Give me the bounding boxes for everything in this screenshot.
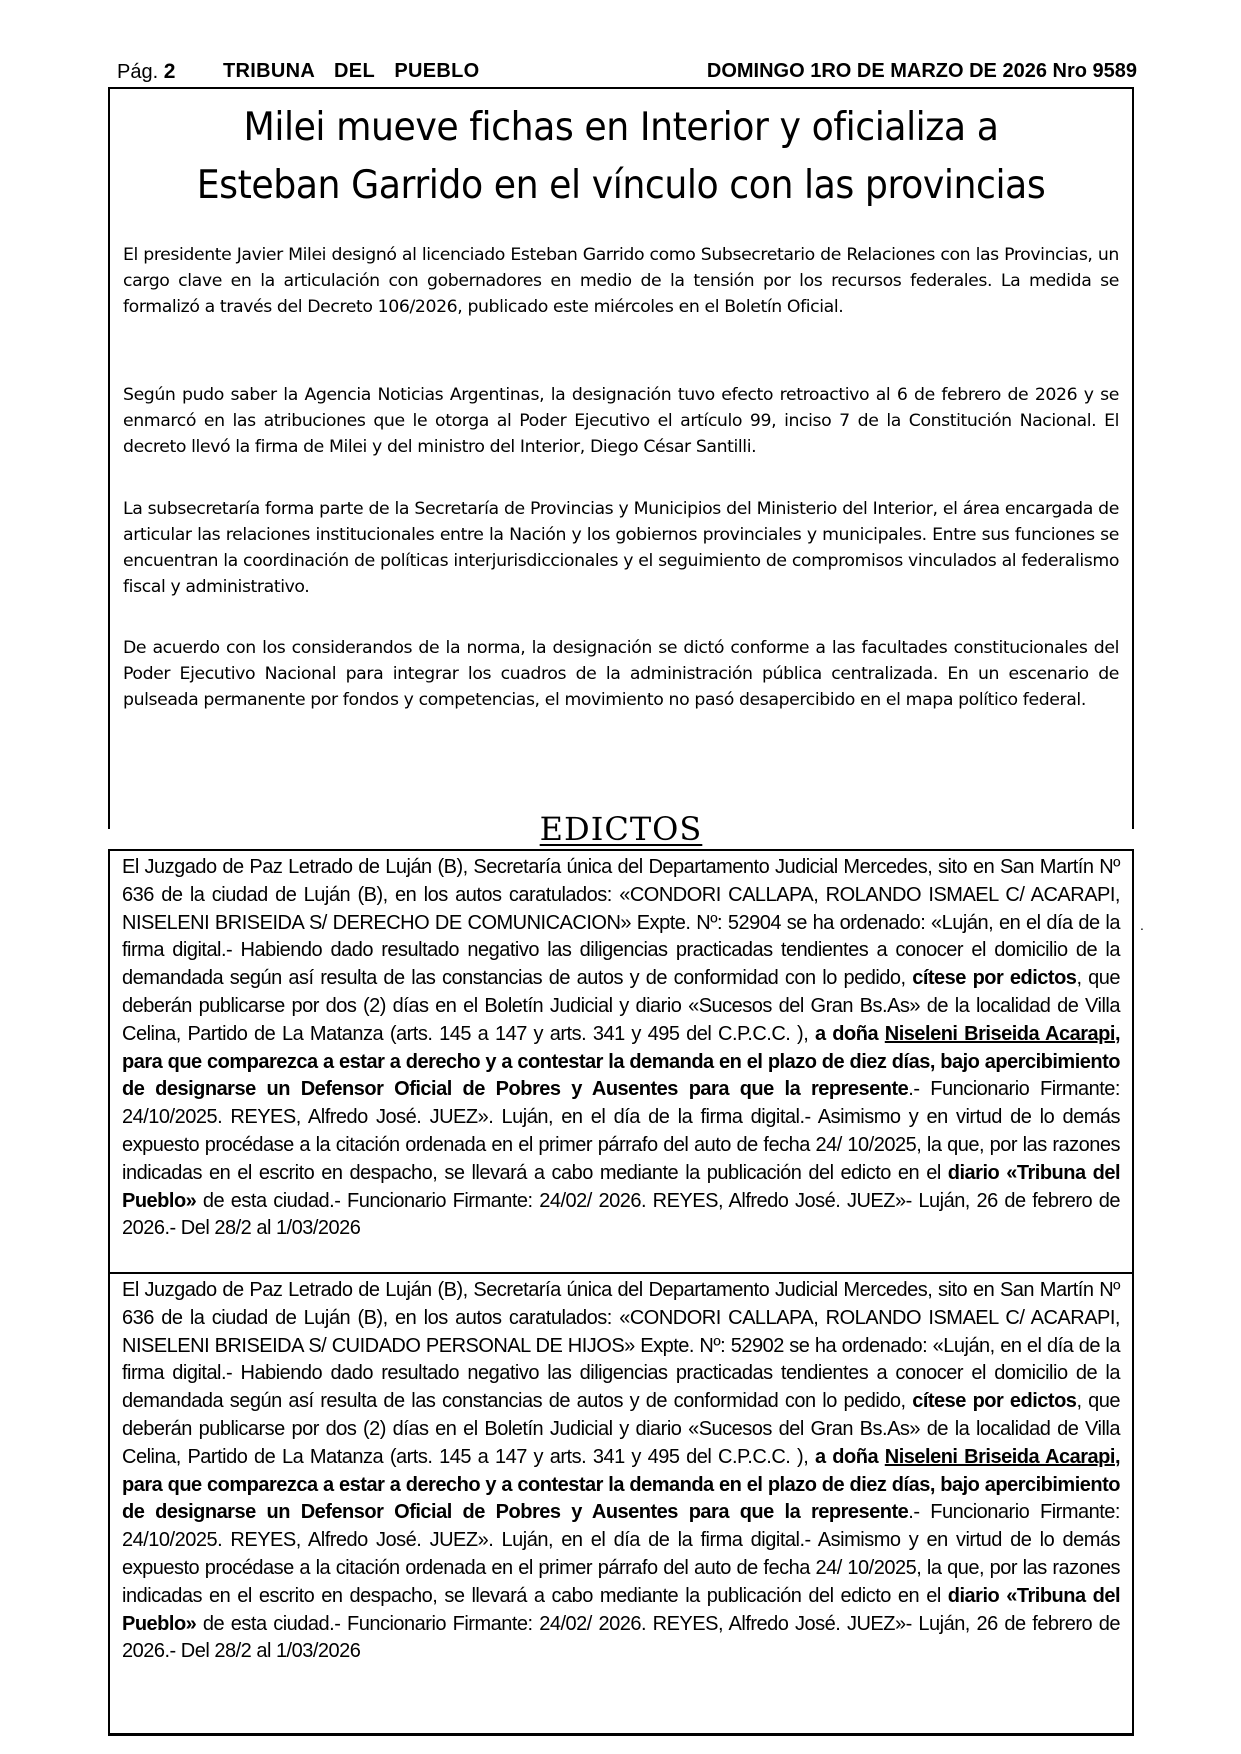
edicto-notice [108,849,1134,1273]
news-article [108,87,1134,829]
edicto-notice [108,1273,1134,1736]
stray-mark: . [1140,917,1144,933]
section-title-edictos [108,810,1134,848]
edicto-newspaper-bold: diario «Tribuna del Pueblo» [122,1584,1121,1635]
edicto-text: , que deberán publicarse por dos (2) días en el Boletín Judicial y diario «Sucesos del Gran Bs.As» de la localidad de Villa Celina, Partido de La Matanza (arts. 145 a 147 y arts. 341 y 495 del C.P.C.C. ), [122,967,1120,1045]
article-paragraph: De acuerdo con los considerandos de la norma, la designación se dictó conforme a las facultades constitucionales del Poder Ejecutivo Nacional para integrar los cuadros de la administración pública centralizada. En un escenario de pulseada permanente por fondos y competencias, el movimiento no pasó desapercibido en el mapa político federal. [123,638,1119,710]
issue-date: DOMINGO 1RO DE MARZO DE 2026 Nro 9589 [706,60,1137,82]
edicto-cite-bold: cítese por edictos [912,967,1077,990]
edicto-text: .- Funcionario Firmante: 24/10/2025. REYES, Alfredo José. JUEZ». Luján, en el día de la firma digital.- Asimismo y en virtud de lo demás expuesto procédase a la citación ordenada en el primer párrafo del auto de fecha 24/ 10/2025, la que, por las razones indicadas en el escrito en despacho, se llevará a cabo mediante la publicación del edicto en el [122,1078,1120,1184]
edicto-newspaper-bold: diario «Tribuna del Pueblo» [122,1161,1121,1212]
edicto-intro: El Juzgado de Paz Letrado de Luján (B), Secretaría única del Departamento Judicial Mercedes, sito en San Martín Nº 636 de la ciudad de Luján (B), en los autos caratulados: «CONDORI CALLAPA, ROLANDO ISMAEL C/ ACARAPI, NISELENI BRISEIDA S/ CUIDADO PERSONAL DE HIJOS» Expte. Nº: 52902 se ha ordenado: «Luján, en el día de la firma digital.- Habiendo dado resultado negativo las diligencias practicadas tendientes a conocer el domicilio de la demandada según así resulta de las constancias de autos y de conformidad con lo pedido, [122,1279,1120,1413]
edicto-bold-text: , para que comparezca a estar a derecho y a contestar la demanda en el plazo de diez días, bajo apercibimiento de designarse un Defensor Oficial de Pobres y Ausentes para que la represente [122,1445,1120,1524]
edicto-text: .- Funcionario Firmante: 24/10/2025. REYES, Alfredo José. JUEZ». Luján, en el día de la firma digital.- Asimismo y en virtud de lo demás expuesto procédase a la citación ordenada en el primer párrafo del auto de fecha 24/ 10/2025, la que, por las razones indicadas en el escrito en despacho, se llevará a cabo mediante la publicación del edicto en el [122,1501,1120,1607]
edicto-closing: de esta ciudad.- Funcionario Firmante: 24/02/ 2026. REYES, Alfredo José. JUEZ»- Luján, 26 de febrero de 2026.- Del 28/2 al 1/03/2026 [122,1189,1120,1240]
edicto-defendant-name: Niseleni Briseida Acarapi [884,1022,1115,1045]
article-headline [146,99,1096,215]
edicto-bold-text: a doña [814,1445,885,1468]
edicto-defendant-name: Niseleni Briseida Acarapi [884,1445,1115,1468]
article-paragraph: La subsecretaría forma parte de la Secretaría de Provincias y Municipios del Ministerio del Interior, el área encargada de articular las relaciones institucionales entre la Nación y los gobiernos provinciales y municipales. Entre sus funciones se encuentran la coordinación de políticas interjurisdiccionales y el seguimiento de compromisos vinculados al federalismo fiscal y administrativo. [123,499,1119,597]
headline-line-2: Esteban Garrido en el vínculo con las provincias [196,163,1046,208]
edicto-intro: El Juzgado de Paz Letrado de Luján (B), Secretaría única del Departamento Judicial Mercedes, sito en San Martín Nº 636 de la ciudad de Luján (B), en los autos caratulados: «CONDORI CALLAPA, ROLANDO ISMAEL C/ ACARAPI, NISELENI BRISEIDA S/ DERECHO DE COMUNICACION» Expte. Nº: 52904 se ha ordenado: «Luján, en el día de la firma digital.- Habiendo dado resultado negativo las diligencias practicadas tendientes a conocer el domicilio de la demandada según así resulta de las constancias de autos y de conformidad con lo pedido, [122,856,1120,990]
edicto-closing: de esta ciudad.- Funcionario Firmante: 24/02/ 2026. REYES, Alfredo José. JUEZ»- Luján, 26 de febrero de 2026.- Del 28/2 al 1/03/2026 [122,1612,1120,1663]
edicto-text: , que deberán publicarse por dos (2) días en el Boletín Judicial y diario «Sucesos del Gran Bs.As» de la localidad de Villa Celina, Partido de La Matanza (arts. 145 a 147 y arts. 341 y 495 del C.P.C.C. ), [122,1390,1120,1468]
edicto-cite-bold: cítese por edictos [912,1390,1077,1413]
article-paragraph: El presidente Javier Milei designó al licenciado Esteban Garrido como Subsecretario de Relaciones con las Provincias, un cargo clave en la articulación con gobernadores en medio de la tensión por los recursos federales. La medida se formalizó a través del Decreto 106/2026, publicado este miércoles en el Boletín Oficial. [123,245,1119,317]
page-number-label [117,60,175,84]
edicto-bold-text: a doña [814,1022,885,1045]
section-title-text: EDICTOS [539,810,703,848]
page-number: 2 [163,60,176,83]
newspaper-name: TRIBUNA DEL PUEBLO [223,60,480,82]
page-label: Pág. [117,61,159,83]
page-header [117,60,1137,86]
headline-line-1: Milei mueve fichas en Interior y oficializa a [243,105,999,150]
edicto-bold-text: , para que comparezca a estar a derecho y a contestar la demanda en el plazo de diez días, bajo apercibimiento de designarse un Defensor Oficial de Pobres y Ausentes para que la represente [122,1022,1120,1101]
article-paragraph: Según pudo saber la Agencia Noticias Argentinas, la designación tuvo efecto retroactivo al 6 de febrero de 2026 y se enmarcó en las atribuciones que le otorga al Poder Ejecutivo el artículo 99, inciso 7 de la Constitución Nacional. El decreto llevó la firma de Milei y del ministro del Interior, Diego César Santilli. [123,385,1119,457]
